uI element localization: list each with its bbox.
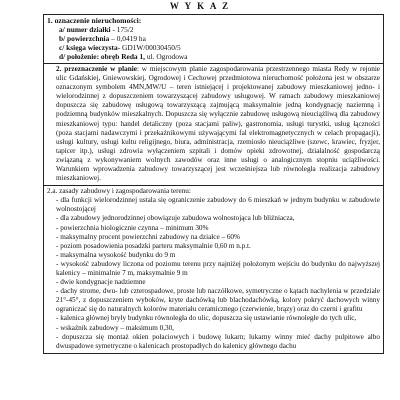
rule-item: - powierzchnia biologicznie czynna – minimum 30% bbox=[56, 223, 209, 232]
rule-item: - poziom posadowienia posadzki parteru maksymalnie 0,60 m n.p.t. bbox=[56, 241, 251, 250]
section-title: 1. oznaczenie nieruchomości: bbox=[47, 16, 142, 25]
section-title: 2. przeznaczenie w planie bbox=[56, 65, 137, 73]
document-title: W Y K A Z bbox=[169, 1, 231, 11]
rule-item: - kalenica głównej bryły budynku równoległa do ulic, dopuszcza się ustawianie równoległe do tych ulic, bbox=[56, 314, 357, 323]
paragraph-body: : w miejscowym planie zagospodarowania przestrzennego miasta Redy w rejonie ulic Gdańskiej, Gniewowskiej, Ogrodowej i Cechowej przedmiotowa nieruchomość położona jest w obszarze oznaczonym symbolem 4MN,MW/U – teren istniejącej i projektowanej zabudowy mieszkaniowej jedno- i wielorodzinnej z dopuszczeniem towarzyszącej zabudowy usługowej. W ramach zabudowy mieszkaniowej dopuszcza się zabudowę usługową towarzyszącą zajmującą maksymalnie jedną kondygnację naziemną i podziemną budynków mieszkalnych. Dopuszcza się wyłącznie zabudowę usługową nieuciążliwą dla zabudowy mieszkaniowej typu: handel detaliczny (poza stacjami paliw), gastronomia, usługi turystki, usług łączności (poza stacjami nadawczymi i przekaźnikowymi używającymi fal elektromagnetycznych w celach propagacji), usługi kultury, usługi kultu religijnego, biura, administracja, rzemiosło nieuciążliwe (szewc, krawiec, fryzjer, tapicer itp.), usługi zdrowia wyłączeniem szpitali i domów opieki zdrowotnej, działalność gospodarczą związaną z wykonywaniem wolnych zawodów oraz inne usługi o analogicznym stopniu uciążliwości. Warunkiem wprowadzenia zabudowy towarzyszącej jest wcześniejsza lub równoległa realizacja zabudowy mieszkaniowej. bbox=[56, 65, 381, 183]
rule-item: - wskaźnik zabudowy – maksimum 0,30, bbox=[56, 323, 174, 332]
field-area bbox=[47, 34, 380, 43]
field-label: b/ powierzchnia bbox=[59, 34, 110, 43]
rule-item: - dopuszcza się montaż okien połaciowych i budowę lukarn; lukarny winny mieć dachy pulpitowe albo dwuspadowe symetryczne o kalenicach prostopadłych do kalenicy głównego dachu bbox=[56, 332, 380, 350]
rule-item: - dachy strome, dwu- lub czterospadowe, proste lub naczółkowe, symetryczne o kątach nachylenia w przedziale 21°-45°, z dopuszczeniem wyboków, kryte dachówką lub blachodachówką, kolory pokryć dachowych winny ograniczać się do naturalnych kolorów materiału ceramicznego (czerwienie, brązy) oraz do czerni i grafitu bbox=[56, 287, 380, 314]
rule-item: - dwie kondygnacje nadziemne bbox=[56, 278, 146, 287]
rules-heading: 2.a. zasady zabudowy i zagospodarowania terenu: bbox=[47, 187, 191, 196]
field-label: c/ księga wieczysta bbox=[59, 43, 118, 52]
rule-item: - maksymalny procent powierzchni zabudowy na działce – 60% bbox=[56, 232, 241, 241]
field-label: d/ położenie: obręb Reda 1, bbox=[59, 52, 146, 61]
field-location bbox=[47, 52, 380, 61]
field-land-register bbox=[47, 43, 380, 52]
listing-table bbox=[43, 14, 384, 354]
field-value: ul. Ogrodowa bbox=[145, 52, 188, 61]
field-value: – 0,0419 ha bbox=[109, 34, 146, 43]
rule-item: - dla zabudowy jednorodzinnej obowiązuje zabudowa wolnostojąca lub bliźniacza, bbox=[56, 214, 295, 223]
development-rules-section bbox=[44, 186, 383, 353]
plan-designation-section bbox=[44, 64, 383, 186]
field-value: - GD1W/00030450/5 bbox=[117, 43, 181, 52]
rule-item: - maksymalna wysokość budynku do 9 m bbox=[56, 250, 176, 259]
rule-item: - dla funkcji wielorodzinnej ustala się ograniczenie zabudowy do 6 mieszkań w jednym budynku w zabudowie wolnostojącej bbox=[56, 196, 380, 214]
plan-designation-text bbox=[47, 65, 380, 183]
property-designation-section bbox=[44, 15, 383, 64]
field-label: a/ numer działki bbox=[59, 25, 111, 34]
field-value: - 175/2 bbox=[110, 25, 134, 34]
rule-item: - wysokość zabudowy liczona od poziomu terenu przy najniżej położonym wejściu do budynku do najwyższej kalenicy – minimalnie 7 m, maksymalnie 9 m bbox=[56, 259, 380, 277]
field-plot-number bbox=[47, 25, 380, 34]
